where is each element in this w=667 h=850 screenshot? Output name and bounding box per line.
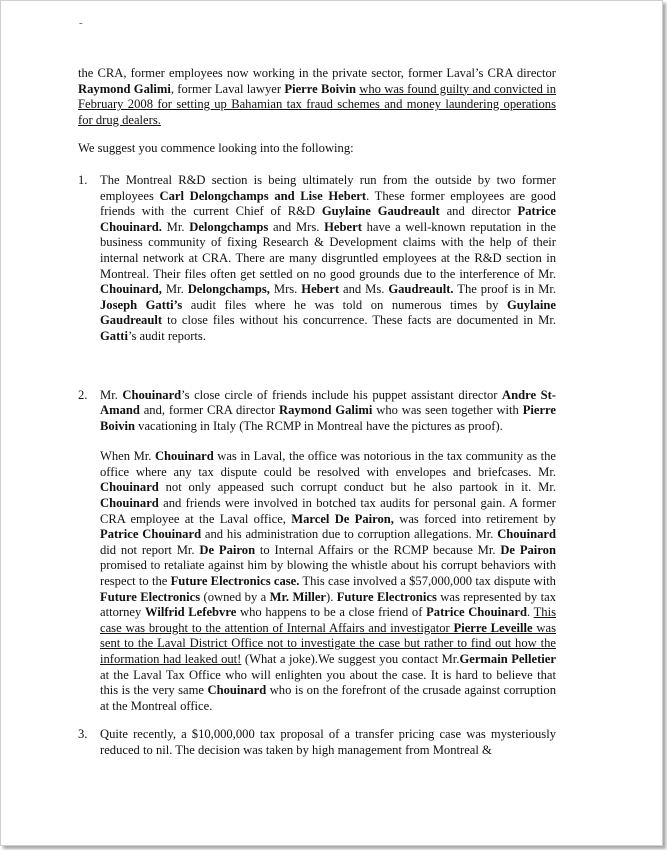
- list-item-3: [78, 727, 556, 758]
- list-number: 3.: [78, 727, 88, 742]
- list-item-text: The Montreal R&D section is being ultimately run from the outside by two former employees Carl Delongchamps and Lise Hebert. These former employees are good friends with the current Chief of R&D Guylaine Gaudreault and director Patrice Chouinard. Mr. Delongchamps and Mrs. Hebert have a well-known reputation in the business community of fixing Research & Development claims with the help of their internal network at CRA. There are many disgruntled employees at the R&D section in Montreal. Their files often get settled on no good grounds due to the interference of Mr. Chouinard, Mr. Delongchamps, Mrs. Hebert and Ms. Gaudreault. The proof is in Mr. Joseph Gatti’s audit files where he was told on numerous times by Guylaine Gaudreault to close files without his concurrence. These facts are documented in Mr. Gatti’s audit reports.: [100, 172, 556, 343]
- underlined-conviction-text: who was found guilty and convicted in February 2008 for setting up Bahamian tax fraud schemes and money laundering operations for drug dealers.: [78, 81, 556, 127]
- underlined-internal-affairs-text: This case was brought to the attention of Internal Affairs and investigator Pierre Leveille was sent to the Laval District Office not to investigate the case but rather to find out how the information had leaked out!: [100, 605, 556, 666]
- intro-paragraph: the CRA, former employees now working in the private sector, former Laval’s CRA director Raymond Galimi, former Laval lawyer Pierre Boivin who was found guilty and convicted in February 2008 for setting up Bahamian tax fraud schemes and money laundering operations for drug dealers.: [78, 66, 556, 127]
- name-raymond-galimi: Raymond Galimi: [78, 81, 171, 96]
- list-item-text: Mr. Chouinard’s close circle of friends include his puppet assistant director Andre St-Amand and, former CRA director Raymond Galimi who was seen together with Pierre Boivin vacationing in Italy (The RCMP in Montreal have the pictures as proof).: [100, 387, 557, 433]
- list-item-1: [78, 173, 556, 345]
- list-number: 1.: [78, 172, 88, 187]
- item-2-paragraph-2: When Mr. Chouinard was in Laval, the office was notorious in the tax community as the office where any tax dispute could be resolved with envelopes and briefcases. Mr. Chouinard not only appeased such corrupt conduct but he also partook in it. Mr. Chouinard and friends were involved in botched tax audits for personal gain. A former CRA employee at the Laval office, Marcel De Pairon, was forced into retirement by Patrice Chouinard and his administration due to corruption allegations. Mr. Chouinard did not report Mr. De Pairon to Internal Affairs or the RCMP because Mr. De Pairon promised to retaliate against him by blowing the whistle about his corrupt behaviors with respect to the Future Electronics case. This case involved a $57,000,000 tax dispute with Future Electronics (owned by a Mr. Miller). Future Electronics was represented by tax attorney Wilfrid Lefebvre who happens to be a close friend of Patrice Chouinard. This case was brought to the attention of Internal Affairs and investigator Pierre Leveille was sent to the Laval District Office not to investigate the case but rather to find out how the information had leaked out! (What a joke).We suggest you contact Mr.Germain Pelletier at the Laval Tax Office who will enlighten you about the case. It is hard to believe that this is the very same Chouinard who is on the forefront of the crusade against corruption at the Montreal office.: [100, 449, 556, 713]
- suggest-line: We suggest you commence looking into the following:: [78, 141, 354, 156]
- name-pierre-boivin: Pierre Boivin: [284, 81, 356, 96]
- list-item-text: Quite recently, a $10,000,000 tax proposal of a transfer pricing case was mysteriously reduced to nil. The decision was taken by high management from Montreal &: [100, 727, 556, 757]
- document-body: [78, 66, 556, 759]
- page-speck: -: [79, 17, 83, 29]
- list-number: 2.: [78, 387, 88, 402]
- list-item-2: [78, 388, 556, 435]
